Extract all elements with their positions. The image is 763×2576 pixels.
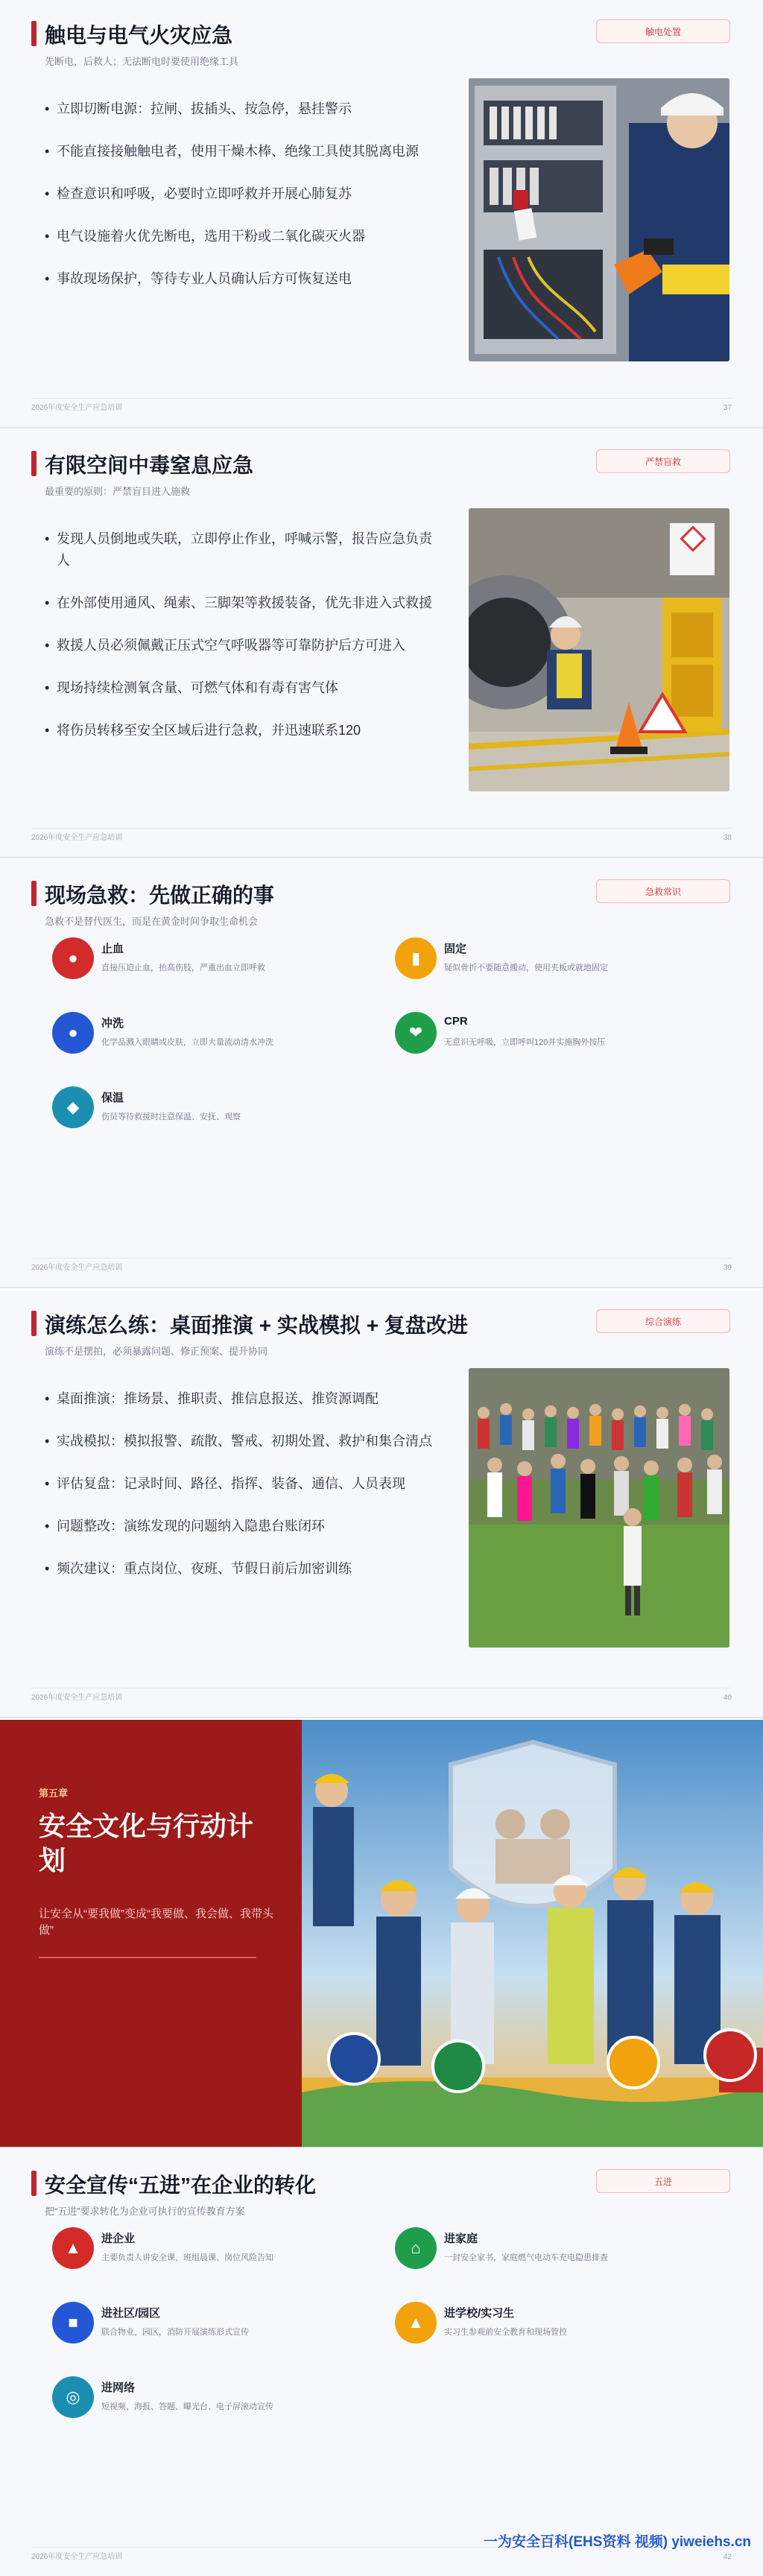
slide-confined-space <box>0 430 763 858</box>
card-title: 进学校/实习生 <box>444 2307 515 2320</box>
slide-tag: 急救常识 <box>596 879 730 903</box>
slide-title: 有限空间中毒窒息应急 <box>45 454 254 477</box>
school-icon: ▲ <box>395 2302 437 2344</box>
card-immobilize <box>387 934 715 1001</box>
slide-subtitle: 急救不是替代医生，而是在黄金时间争取生命机会 <box>45 916 259 927</box>
card-into-home <box>387 2224 715 2291</box>
slide-title: 演练怎么练：桌面推演 + 实战模拟 + 复盘改进 <box>45 1314 468 1337</box>
slide-subtitle: 演练不是摆拍，必须暴露问题、修正预案、提升协同 <box>45 1346 268 1357</box>
card-desc: 化学品溅入眼睛或皮肤，立即大量流动清水冲洗 <box>101 1038 273 1047</box>
card-title: 进网络 <box>101 2382 136 2394</box>
footer-divider <box>31 828 732 829</box>
blood-drop-icon: ● <box>52 937 94 979</box>
title-accent-bar <box>31 1311 37 1336</box>
bullet-item: • 不能直接接触触电者，使用干燥木棒、绝缘工具使其脱离电源 <box>45 141 432 162</box>
title-accent-bar <box>31 21 37 46</box>
page-number: 38 <box>723 834 732 842</box>
card-desc: 直接压迫止血，抬高伤肢，严重出血立即呼救 <box>101 963 265 972</box>
chapter-desc: 让安全从“要我做”变成“我要做、我会做、我带头做” <box>39 1908 273 1937</box>
page-number: 42 <box>723 2553 732 2561</box>
slide-subtitle: 最重要的原则：严禁盲目进入施救 <box>45 486 191 497</box>
slide-drills <box>0 1290 763 1718</box>
card-desc: 疑似骨折不要随意搬动，使用夹板或就地固定 <box>444 963 608 972</box>
slide-title: 现场急救：先做正确的事 <box>45 884 275 907</box>
bullet-item: • 救援人员必须佩戴正压式空气呼吸器等可靠防护后方可进入 <box>45 635 432 656</box>
footer-divider <box>31 1688 732 1689</box>
slide-chapter-five <box>0 1720 763 2148</box>
card-title: 止血 <box>101 943 124 955</box>
card-title: 进企业 <box>101 2232 136 2245</box>
bullet-item: • 桌面推演：推场景、推职责、推信息报送、推资源调配 <box>45 1388 432 1410</box>
footer-divider <box>31 398 732 399</box>
bullet-item: • 频次建议：重点岗位、夜班、节假日前后加密训练 <box>45 1558 432 1580</box>
confined-space-rescue-photo <box>469 508 729 791</box>
crowd-drill-photo <box>469 1368 729 1648</box>
bullet-item: • 发现人员倒地或失联，立即停止作业，呼喊示警，报告应急负责人 <box>45 528 432 572</box>
card-cpr <box>387 1009 715 1076</box>
electrician-panel-photo <box>469 78 729 361</box>
blanket-icon: ◆ <box>52 1086 94 1128</box>
card-title: 固定 <box>444 943 467 955</box>
card-desc: 伤员等待救援时注意保温、安抚、观察 <box>101 1113 241 1121</box>
bullet-item: • 将伤员转移至安全区域后进行急救，并迅速联系120 <box>45 720 432 741</box>
heart-pulse-icon: ❤ <box>395 1012 437 1054</box>
slide-tag: 严禁盲救 <box>596 449 730 473</box>
card-desc: 主要负责人讲安全课、班组晨课、岗位风险告知 <box>101 2253 273 2262</box>
title-accent-bar <box>31 451 37 476</box>
card-title: CPR <box>444 1015 468 1028</box>
slide-title: 触电与电气火灾应急 <box>45 24 233 47</box>
bullet-item: • 评估复盘：记录时间、路径、指挥、装备、通信、人员表现 <box>45 1473 432 1495</box>
card-title: 保温 <box>101 1092 124 1104</box>
bullet-item: • 在外部使用通风、绳索、三脚架等救援装备，优先非进入式救援 <box>45 592 432 614</box>
splint-icon: ▮ <box>395 937 437 979</box>
bullet-item: • 电气设施着火优先断电，选用干粉或二氧化碳灭火器 <box>45 226 432 247</box>
card-desc: 短视频、海报、答题、曝光台、电子屏滚动宣传 <box>101 2402 273 2411</box>
card-flushing <box>45 1009 373 1076</box>
footer-divider <box>31 1258 732 1259</box>
slide-first-aid <box>0 860 763 1288</box>
slide-electric-shock <box>0 0 763 428</box>
footer-text: 2026年度安全生产应急培训 <box>31 834 123 842</box>
slide-tag: 触电处置 <box>596 19 730 43</box>
bullet-item: • 现场持续检测氧含量、可燃气体和有毒有害气体 <box>45 677 432 699</box>
card-desc: 一封安全家书，家庭燃气电动车充电隐患排查 <box>444 2253 608 2262</box>
page-number: 40 <box>723 1694 732 1702</box>
chapter-divider <box>39 1957 256 1958</box>
water-drop-icon: ● <box>52 1012 94 1054</box>
card-desc: 联合物业、园区，消防开展演练形式宣传 <box>101 2328 249 2337</box>
bullet-list <box>45 528 432 762</box>
site-watermark: 一为安全百科(EHS资料 视频) yiweiehs.cn <box>484 2534 751 2550</box>
footer-text: 2026年度安全生产应急培训 <box>31 1694 123 1702</box>
bullet-item: • 问题整改：演练发现的问题纳入隐患台账闭环 <box>45 1516 432 1537</box>
card-into-network <box>45 2373 373 2440</box>
bullet-item: • 实战模拟：模拟报警、疏散、警戒、初期处置、救护和集合清点 <box>45 1431 432 1452</box>
footer-text: 2026年度安全生产应急培训 <box>31 404 123 412</box>
footer-text: 2026年度安全生产应急培训 <box>31 2553 123 2561</box>
footer-text: 2026年度安全生产应急培训 <box>31 1264 123 1272</box>
community-icon: ■ <box>52 2302 94 2344</box>
card-into-community <box>45 2299 373 2366</box>
card-into-enterprise <box>45 2224 373 2291</box>
card-title: 进家庭 <box>444 2232 478 2245</box>
card-title: 冲洗 <box>101 1017 124 1030</box>
slide-title: 安全宣传“五进”在企业的转化 <box>45 2174 317 2197</box>
home-icon: ⌂ <box>395 2227 437 2269</box>
card-desc: 实习生参观前安全教育和现场管控 <box>444 2328 567 2337</box>
title-accent-bar <box>31 881 37 906</box>
bullet-item: • 检查意识和呼吸，必要时立即呼救并开展心肺复苏 <box>45 183 432 205</box>
safety-culture-illustration <box>302 1720 763 2148</box>
page-number: 37 <box>723 404 732 412</box>
network-icon: ◎ <box>52 2376 94 2418</box>
card-keep-warm <box>45 1083 373 1151</box>
slide-subtitle: 把“五进”要求转化为企业可执行的宣传教育方案 <box>45 2206 245 2217</box>
bullet-item: • 立即切断电源：拉闸、拔插头、按急停，悬挂警示 <box>45 98 432 120</box>
bullet-list <box>45 1388 432 1601</box>
card-into-school <box>387 2299 715 2366</box>
slide-subtitle: 先断电，后救人；无法断电时要使用绝缘工具 <box>45 56 239 67</box>
factory-icon: ▲ <box>52 2227 94 2269</box>
bullet-list <box>45 98 432 311</box>
title-accent-bar <box>31 2171 37 2196</box>
slide-tag: 综合演练 <box>596 1309 730 1333</box>
chapter-label: 第五章 <box>39 1788 69 1799</box>
bullet-item: • 事故现场保护，等待专业人员确认后方可恢复送电 <box>45 268 432 290</box>
slide-tag: 五进 <box>596 2169 730 2193</box>
page-number: 39 <box>723 1264 732 1272</box>
card-desc: 无意识无呼吸，立即呼叫120并实施胸外按压 <box>444 1038 606 1047</box>
slide-five-entries <box>0 2150 763 2576</box>
card-title: 进社区/园区 <box>101 2307 161 2320</box>
chapter-title: 安全文化与行动计划 <box>39 1811 254 1876</box>
card-bleeding-control <box>45 934 373 1001</box>
